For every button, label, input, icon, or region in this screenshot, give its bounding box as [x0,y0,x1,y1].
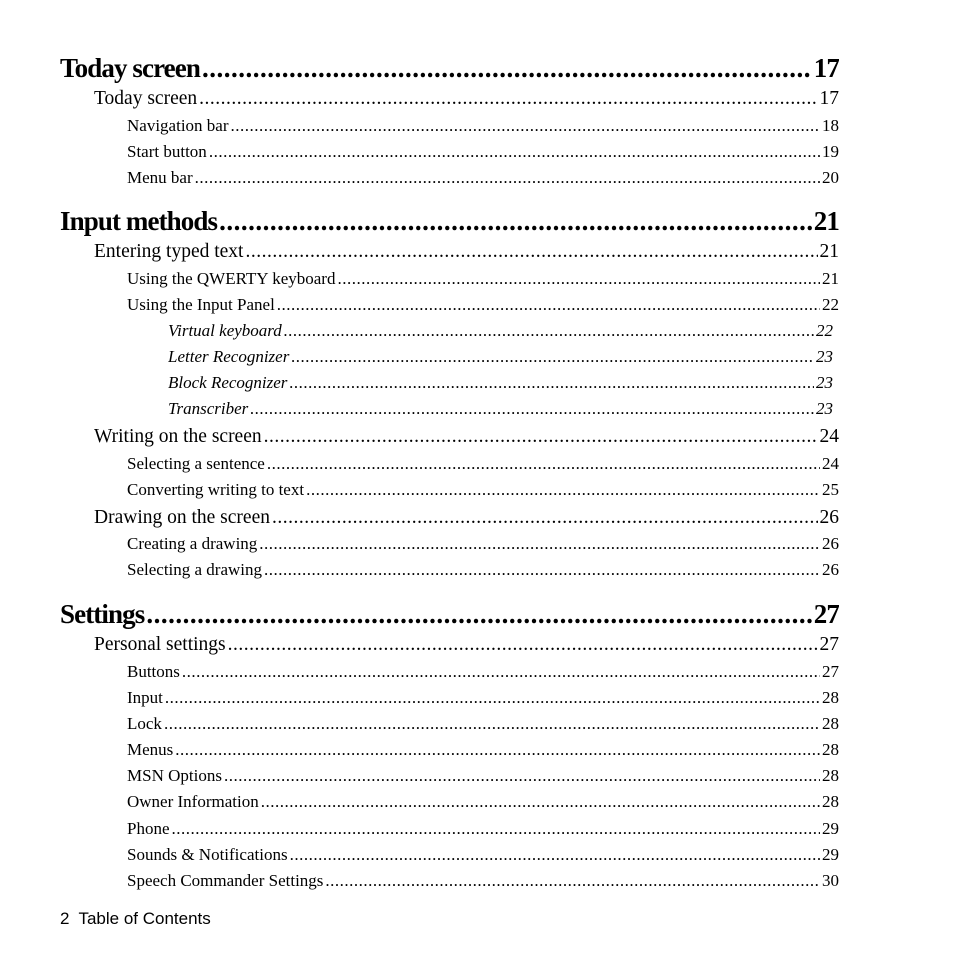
toc-entry-title: Using the QWERTY keyboard [127,269,336,288]
toc-entry-title: Today screen [60,53,200,83]
toc-entry-page: 24 [819,426,839,447]
dot-leader [261,792,820,812]
toc-subsection-entry[interactable] [127,662,839,682]
toc-entry-title: Today screen [94,88,198,109]
dot-leader [264,426,818,448]
toc-entry-title: Sounds & Notifications [127,845,288,864]
toc-subsection-entry[interactable] [127,295,839,315]
toc-entry-page: 30 [822,871,839,890]
toc-entry-title: Drawing on the screen [94,507,270,528]
toc-subsection-entry[interactable] [127,116,839,136]
dot-leader [267,454,820,474]
toc-entry-title: Virtual keyboard [168,321,282,340]
toc-entry-page: 23 [816,373,833,392]
toc-topic-entry[interactable] [168,373,833,393]
dot-leader [202,53,812,84]
dot-leader [199,88,817,110]
dot-leader [224,766,820,786]
toc-section-entry[interactable] [94,634,839,656]
toc-entry-title: Selecting a sentence [127,454,265,473]
toc-entry-title: Buttons [127,662,180,681]
dot-leader [146,599,811,630]
toc-entry-page: 26 [819,507,839,528]
toc-entry-title: Converting writing to text [127,480,305,499]
toc-entry-title: Speech Commander Settings [127,871,324,890]
toc-subsection-entry[interactable] [127,766,839,786]
toc-subsection-entry[interactable] [127,819,839,839]
dot-leader [289,373,814,393]
toc-entry-page: 27 [813,599,839,629]
toc-entry-page: 21 [813,206,839,236]
toc-entry-title: Input methods [60,206,218,236]
toc-subsection-entry[interactable] [127,714,839,734]
toc-entry-page: 17 [819,88,839,109]
toc-entry-title: Menu bar [127,168,193,187]
toc-entry-page: 21 [819,241,839,262]
toc-entry-page: 23 [816,347,833,366]
toc-entry-page: 21 [822,269,839,288]
toc-topic-entry[interactable] [168,399,833,419]
toc-subsection-entry[interactable] [127,688,839,708]
toc-subsection-entry[interactable] [127,454,839,474]
dot-leader [195,168,820,188]
toc-section-entry[interactable] [94,507,839,529]
toc-entry-page: 18 [822,116,839,135]
toc-entry-title: Navigation bar [127,116,229,135]
toc-entry-page: 19 [822,142,839,161]
toc-entry-page: 25 [822,480,839,499]
dot-leader [337,269,820,289]
toc-entry-page: 22 [816,321,833,340]
toc-subsection-entry[interactable] [127,845,839,865]
dot-leader [209,142,820,162]
dot-leader [172,819,821,839]
toc-entry-page: 28 [822,688,839,707]
toc-entry-page: 29 [822,819,839,838]
dot-leader [182,662,820,682]
toc-entry-page: 22 [822,295,839,314]
toc-entry-page: 20 [822,168,839,187]
dot-leader [290,845,820,865]
footer-label: Table of Contents [78,909,211,928]
dot-leader [277,295,820,315]
toc-subsection-entry[interactable] [127,792,839,812]
toc-entry-title: Writing on the screen [94,426,262,447]
dot-leader [291,347,814,367]
dot-leader [272,507,818,529]
dot-leader [264,560,820,580]
toc-entry-title: Letter Recognizer [168,347,290,366]
dot-leader [245,241,817,263]
toc-chapter-entry[interactable] [60,206,839,237]
dot-leader [325,871,820,891]
toc-chapter-entry[interactable] [60,53,839,84]
toc-entry-page: 28 [822,792,839,811]
toc-entry-title: Selecting a drawing [127,560,263,579]
toc-entry-page: 26 [822,560,839,579]
toc-entry-title: Menus [127,740,174,759]
toc-entry-page: 28 [822,740,839,759]
toc-subsection-entry[interactable] [127,269,839,289]
dot-leader [175,740,820,760]
toc-entry-page: 28 [822,766,839,785]
toc-entry-title: Transcriber [168,399,249,418]
toc-entry-page: 27 [819,634,839,655]
toc-entry-title: Settings [60,599,145,629]
toc-entry-title: Owner Information [127,792,259,811]
dot-leader [231,116,821,136]
toc-chapter-entry[interactable] [60,599,839,630]
dot-leader [306,480,820,500]
toc-entry-title: Block Recognizer [168,373,288,392]
dot-leader [250,399,814,419]
toc-entry-title: Start button [127,142,207,161]
dot-leader [259,534,820,554]
toc-topic-entry[interactable] [168,347,833,367]
toc-entry-title: Entering typed text [94,241,244,262]
toc-entry-page: 24 [822,454,839,473]
toc-subsection-entry[interactable] [127,480,839,500]
toc-subsection-entry[interactable] [127,871,839,891]
toc-entry-title: Phone [127,819,170,838]
toc-entry-title: Personal settings [94,634,226,655]
toc-subsection-entry[interactable] [127,534,839,554]
toc-subsection-entry[interactable] [127,560,839,580]
dot-leader [284,321,814,341]
toc-topic-entry[interactable] [168,321,833,341]
toc-entry-page: 17 [813,53,839,83]
toc-section-entry[interactable] [94,88,839,110]
toc-entry-title: Using the Input Panel [127,295,275,314]
toc-entry-title: MSN Options [127,766,222,785]
toc-entry-page: 23 [816,399,833,418]
toc-section-entry[interactable] [94,426,839,448]
toc-entry-title: Creating a drawing [127,534,258,553]
toc-subsection-entry[interactable] [127,168,839,188]
dot-leader [219,206,812,237]
toc-subsection-entry[interactable] [127,740,839,760]
dot-leader [165,688,820,708]
toc-entry-page: 27 [822,662,839,681]
page-footer [60,909,211,929]
footer-page-number: 2 [60,909,70,928]
toc-section-entry[interactable] [94,241,839,263]
toc-entry-page: 26 [822,534,839,553]
dot-leader [228,634,818,656]
toc-entry-page: 29 [822,845,839,864]
toc-entry-page: 28 [822,714,839,733]
toc-entry-title: Lock [127,714,162,733]
toc-subsection-entry[interactable] [127,142,839,162]
dot-leader [164,714,820,734]
toc-entry-title: Input [127,688,163,707]
